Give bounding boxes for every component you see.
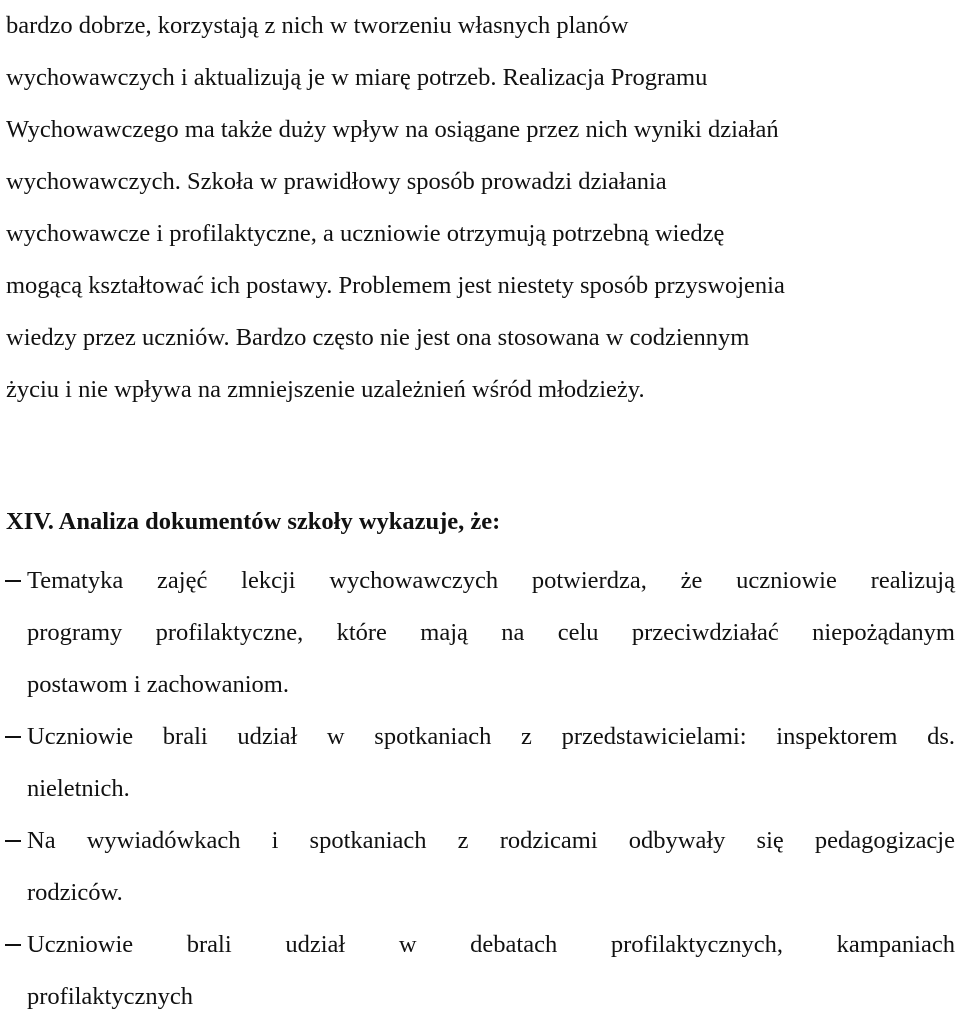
list-item-line: Na wywiadówkach i spotkaniach z rodzicami odbywały się pedagogizacje — [27, 827, 955, 854]
dash-bullet-icon — [5, 580, 21, 582]
paragraph-line: wychowawczych. Szkoła w prawidłowy sposób prowadzi działania — [6, 168, 667, 195]
body-paragraph — [6, 0, 956, 416]
dash-bullet-icon — [5, 944, 21, 946]
paragraph-line: mogącą kształtować ich postawy. Problemem jest niestety sposób przyswojenia — [6, 272, 785, 299]
list-item-line: programy profilaktyczne, które mają na celu przeciwdziałać niepożądanym — [27, 619, 955, 646]
section-heading: XIV. Analiza dokumentów szkoły wykazuje, że: — [6, 508, 501, 535]
list-item-line: Tematyka zajęć lekcji wychowawczych potwierdza, że uczniowie realizują — [27, 567, 955, 594]
paragraph-line: wychowawcze i profilaktyczne, a uczniowie otrzymują potrzebną wiedzę — [6, 220, 725, 247]
findings-list — [0, 555, 960, 1023]
list-item — [0, 815, 955, 919]
dash-bullet-icon — [5, 840, 21, 842]
dash-bullet-icon — [5, 736, 21, 738]
list-item-line: nieletnich. — [27, 775, 130, 802]
list-item — [0, 711, 955, 815]
list-item-line: profilaktycznych — [27, 983, 193, 1010]
paragraph-line: wiedzy przez uczniów. Bardzo często nie jest ona stosowana w codziennym — [6, 324, 750, 351]
list-item-line: postawom i zachowaniom. — [27, 671, 289, 698]
paragraph-line: wychowawczych i aktualizują je w miarę potrzeb. Realizacja Programu — [6, 64, 708, 91]
list-item-line: Uczniowie brali udział w spotkaniach z przedstawicielami: inspektorem ds. — [27, 723, 955, 750]
paragraph-line: Wychowawczego ma także duży wpływ na osiągane przez nich wyniki działań — [6, 116, 779, 143]
paragraph-line: bardzo dobrze, korzystają z nich w tworzeniu własnych planów — [6, 12, 629, 39]
list-item-line: rodziców. — [27, 879, 123, 906]
list-item-line: Uczniowie brali udział w debatach profilaktycznych, kampaniach — [27, 931, 955, 958]
paragraph-line: życiu i nie wpływa na zmniejszenie uzależnień wśród młodzieży. — [6, 376, 645, 403]
list-item — [0, 919, 955, 1023]
list-item — [0, 555, 955, 711]
